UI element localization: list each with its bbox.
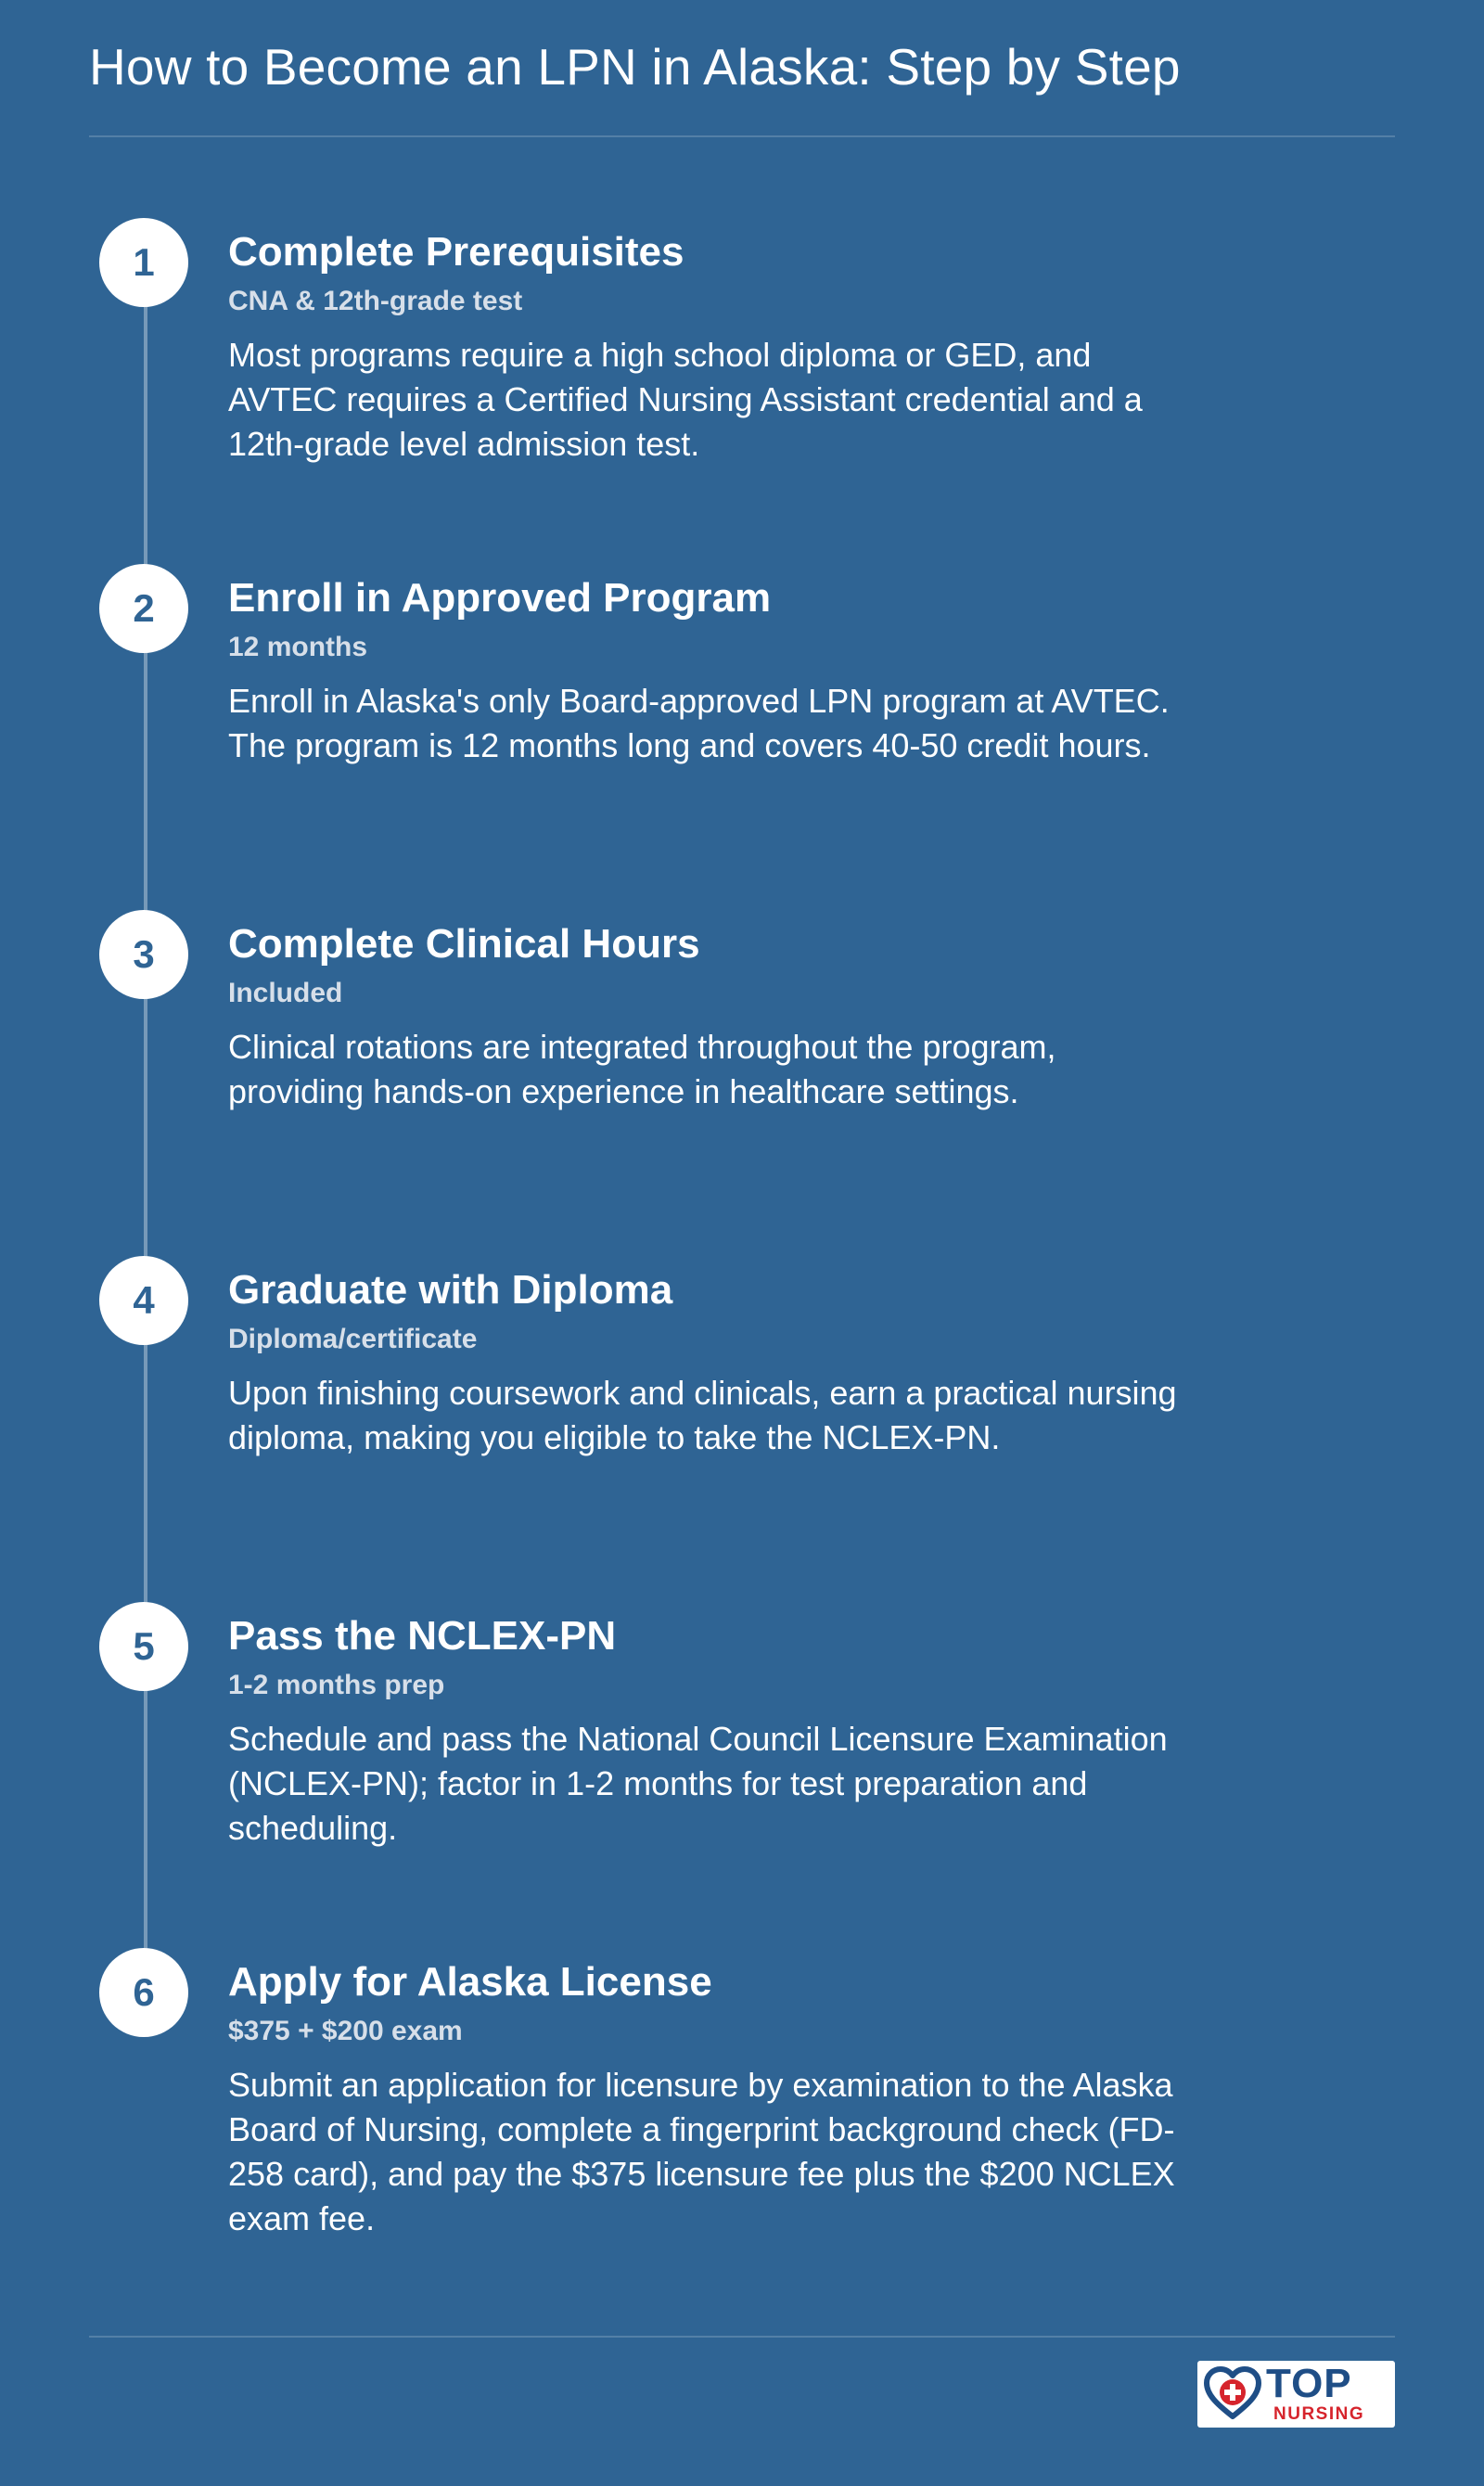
top-divider [89,135,1395,137]
timeline-line [144,255,147,1990]
bottom-divider [89,2336,1395,2338]
logo-top-text: TOP [1266,2361,1352,2406]
step-description: Most programs require a high school diploma or GED, and AVTEC requires a Certified Nursing Assistant credential and a 12th-grade level admission test. [228,336,1143,463]
step-title: Pass the NCLEX-PN [228,1613,617,1659]
top-nursing-logo[interactable] [1197,2361,1395,2428]
step-description: Schedule and pass the National Council Licensure Examination (NCLEX-PN); factor in 1-2 months for test preparation and scheduling. [228,1720,1168,1847]
step-number-badge: 2 [99,564,188,653]
step-title: Complete Prerequisites [228,229,684,275]
step-description: Enroll in Alaska's only Board-approved LPN program at AVTEC. The program is 12 months long and covers 40-50 credit hours. [228,682,1170,764]
heart-cross-icon [1203,2364,1262,2424]
step-number-badge: 5 [99,1602,188,1691]
step-meta: Diploma/certificate [228,1324,478,1354]
step-description: Upon finishing coursework and clinicals, earn a practical nursing diploma, making you eligible to take the NCLEX-PN. [228,1374,1177,1456]
step-meta: 12 months [228,632,368,662]
step-description: Submit an application for licensure by examination to the Alaska Board of Nursing, complete a fingerprint background check (FD-258 card), and pay the $375 licensure fee plus the $200 NCLEX exam fee. [228,2066,1175,2237]
step-number-badge: 3 [99,910,188,999]
step-number-badge: 4 [99,1256,188,1345]
step-title: Graduate with Diploma [228,1267,673,1313]
step-meta: $375 + $200 exam [228,2016,463,2046]
logo-nursing-text: NURSING [1273,2404,1365,2424]
step-meta: CNA & 12th-grade test [228,286,523,316]
step-number-badge: 6 [99,1948,188,2037]
step-title: Complete Clinical Hours [228,921,700,967]
step-description: Clinical rotations are integrated throughout the program, providing hands-on experience in healthcare settings. [228,1028,1056,1110]
step-number-badge: 1 [99,218,188,307]
step-title: Apply for Alaska License [228,1959,712,2005]
page-title: How to Become an LPN in Alaska: Step by Step [89,38,1181,96]
step-title: Enroll in Approved Program [228,575,772,621]
step-meta: Included [228,978,343,1008]
step-meta: 1-2 months prep [228,1670,445,1700]
